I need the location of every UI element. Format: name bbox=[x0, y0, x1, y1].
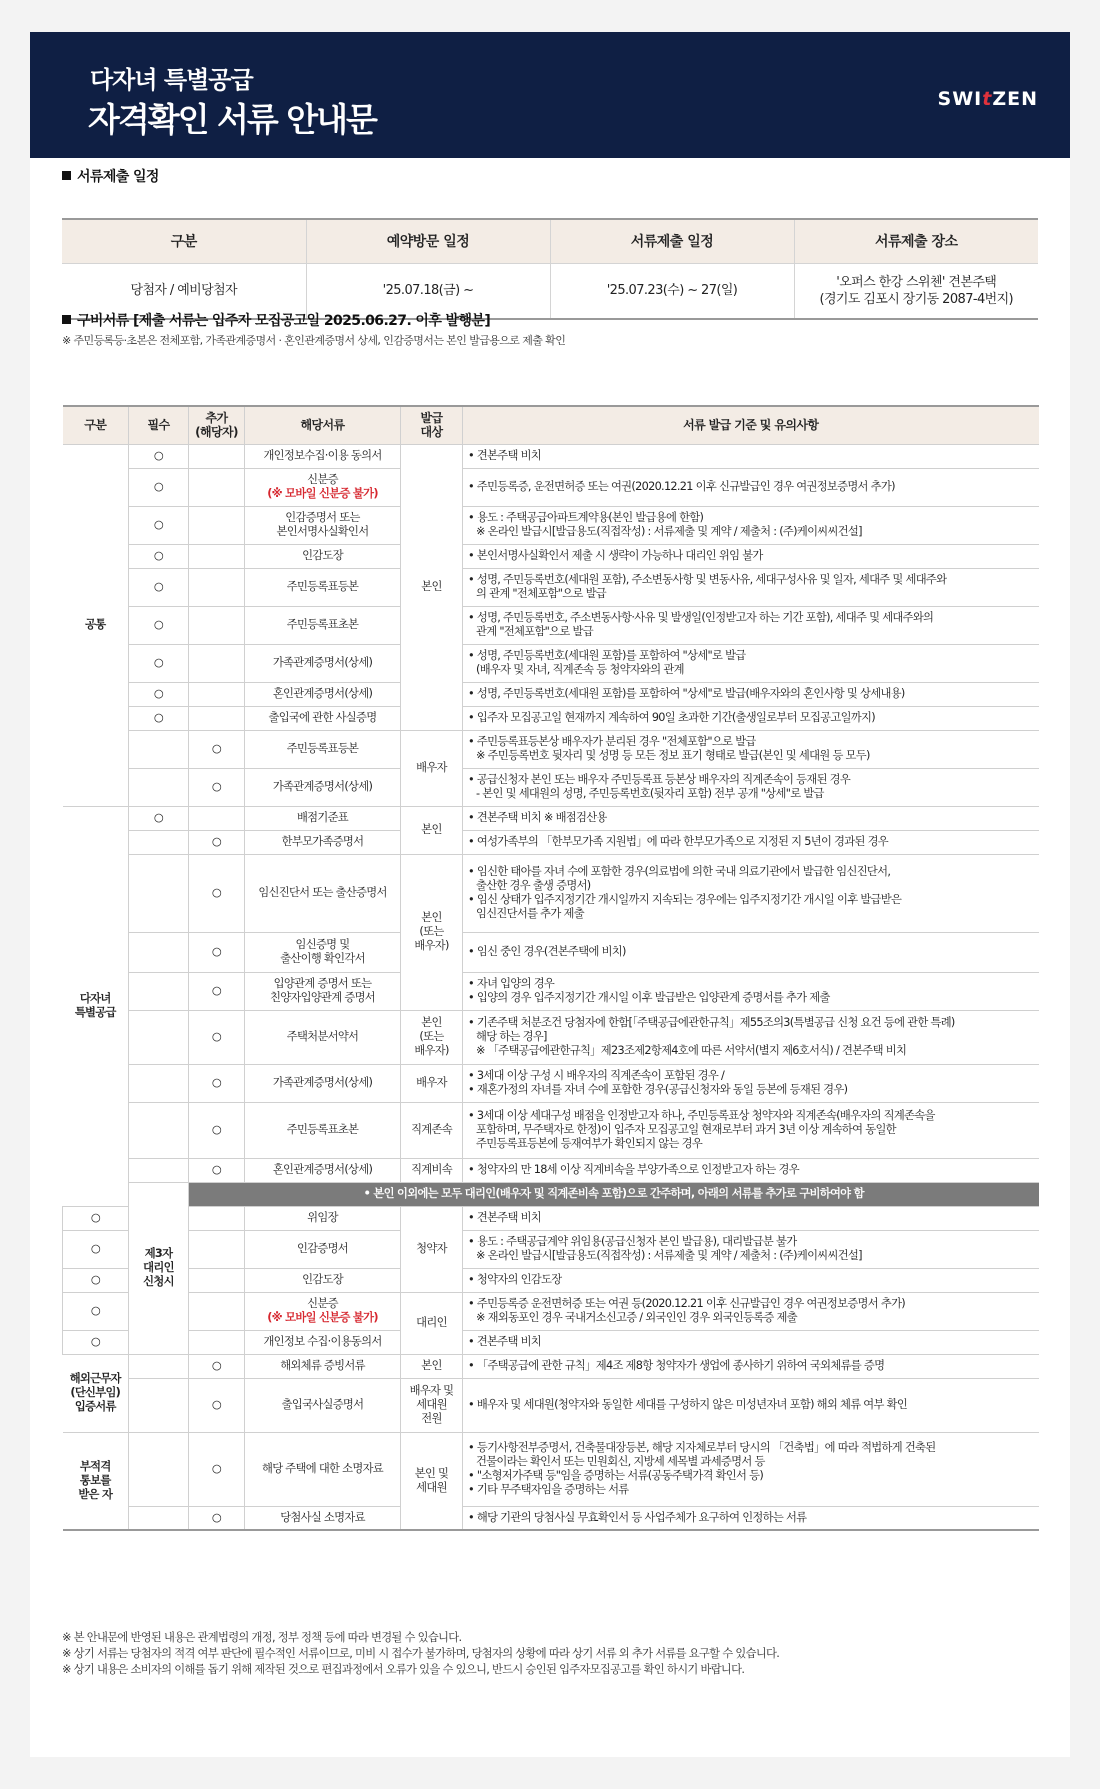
doc-name: 가족관계증명서(상세) bbox=[245, 1064, 401, 1102]
docs-heading: 구비서류 [제출 서류는 입주자 모집공고일 2025.06.27. 이후 발행분] bbox=[62, 310, 490, 330]
table-row bbox=[63, 972, 1039, 1010]
extra-mark: ○ bbox=[189, 830, 245, 854]
table-row bbox=[63, 1230, 1039, 1268]
doc-name: 주민등록표초본 bbox=[245, 1102, 401, 1158]
table-row bbox=[63, 1330, 1039, 1354]
table-row bbox=[63, 730, 1039, 768]
switzen-logo: SWItZEN bbox=[937, 88, 1038, 110]
table-row bbox=[63, 1158, 1039, 1182]
table-row bbox=[63, 1268, 1039, 1292]
guide-text: • 3세대 이상 구성 시 배우자의 직계존속이 포함된 경우 / • 재혼가정의 자녀를 자녀 수에 포함한 경우(공급신청자와 동일 등본에 등재된 경우) bbox=[463, 1064, 1039, 1102]
header-subtitle: 다자녀 특별공급 bbox=[90, 66, 253, 94]
target-self: 본인 bbox=[401, 806, 463, 854]
target-self: 본인 bbox=[401, 444, 463, 730]
table-row bbox=[63, 1064, 1039, 1102]
doc-name: 가족관계증명서(상세) bbox=[245, 644, 401, 682]
doc-name: 주택처분서약서 bbox=[245, 1010, 401, 1064]
doc-name: 개인정보 수집·이용동의서 bbox=[245, 1330, 401, 1354]
required-mark: ○ bbox=[129, 544, 189, 568]
target-applicant: 청약자 bbox=[401, 1206, 463, 1292]
footnote: ※ 본 안내문에 반영된 내용은 관계법령의 개정, 정부 정책 등에 따라 변경될 수 있습니다. bbox=[62, 1631, 462, 1644]
doc-name: 신분증 (※ 모바일 신분증 불가) bbox=[245, 1292, 401, 1330]
table-row bbox=[63, 606, 1039, 644]
guide-text: • 본인서명사실확인서 제출 시 생략이 가능하나 대리인 위임 불가 bbox=[463, 544, 1039, 568]
doc-name: 임신진단서 또는 출산증명서 bbox=[245, 854, 401, 932]
target-self: 본인 bbox=[401, 1354, 463, 1378]
required-mark: ○ bbox=[63, 1268, 129, 1292]
footnote: ※ 상기 내용은 소비자의 이해를 돕기 위해 제작된 것으로 편집과정에서 오류가 있을 수 있으니, 반드시 승인된 입주자모집공고를 확인 하시기 바랍니다. bbox=[62, 1663, 745, 1676]
group-proxy: 제3자 대리인 신청시 bbox=[129, 1182, 189, 1354]
schedule-heading: 서류제출 일정 bbox=[62, 166, 159, 186]
docs-note: ※ 주민등록등·초본은 전체포함, 가족관계증명서 · 혼인관계증명서 상세, 인감증명서는 본인 발급용으로 제출 확인 bbox=[62, 334, 566, 347]
required-mark: ○ bbox=[63, 1230, 129, 1268]
table-row bbox=[63, 468, 1039, 506]
table-row bbox=[63, 1432, 1039, 1506]
doc-name: 혼인관계증명서(상세) bbox=[245, 1158, 401, 1182]
guide-text: • 입주자 모집공고일 현재까지 계속하여 90일 초과한 기간(출생일로부터 모집공고일까지) bbox=[463, 706, 1039, 730]
doc-name: 배점기준표 bbox=[245, 806, 401, 830]
footnote: ※ 상기 서류는 당첨자의 적격 여부 판단에 필수적인 서류이므로, 미비 시 접수가 불가하며, 당첨자의 상황에 따라 상기 서류 외 추가 서류를 요구할 수 있습니다. bbox=[62, 1647, 780, 1660]
table-row bbox=[63, 806, 1039, 830]
doc-name: 혼인관계증명서(상세) bbox=[245, 682, 401, 706]
guide-text: • 공급신청자 본인 또는 배우자 주민등록표 등본상 배우자의 직계존속이 등재된 경우 - 본인 및 세대원의 성명, 주민등록번호(뒷자리 포함) 전부 공개 "상세"로 발급 bbox=[463, 768, 1039, 806]
doc-name: 해외체류 증빙서류 bbox=[245, 1354, 401, 1378]
doc-name: 인감증명서 또는 본인서명사실확인서 bbox=[245, 506, 401, 544]
col-guide: 서류 발급 기준 및 유의사항 bbox=[463, 406, 1039, 444]
required-mark: ○ bbox=[63, 1330, 129, 1354]
guide-text: • 주민등록증 운전면허증 또는 여권 등(2020.12.21 이후 신규발급인 경우 여권정보증명서 추가) ※ 재외동포인 경우 국내거소신고증 / 외국인인 경우 외국인등록증 제출 bbox=[463, 1292, 1039, 1330]
doc-name: 주민등록표초본 bbox=[245, 606, 401, 644]
guide-text: • 성명, 주민등록번호(세대원 포함)를 포함하여 "상세"로 발급(배우자와의 혼인사항 및 상세내용) bbox=[463, 682, 1039, 706]
col-group: 구분 bbox=[63, 406, 129, 444]
guide-text: • 주민등록표등본상 배우자가 분리된 경우 "전체포함"으로 발급 ※ 주민등록번호 뒷자리 및 성명 등 모든 정보 표기 형태로 발급(본인 및 세대원 등 모두) bbox=[463, 730, 1039, 768]
header-banner bbox=[30, 32, 1070, 158]
cell-type: 당첨자 / 예비당첨자 bbox=[62, 263, 306, 319]
col-extra: 추가 (해당자) bbox=[189, 406, 245, 444]
guide-text: • 「주택공급에 관한 규칙」제4조 제8항 청약자가 생업에 종사하기 위하여 국외체류를 증명 bbox=[463, 1354, 1039, 1378]
required-mark: ○ bbox=[63, 1206, 129, 1230]
target-spouse-household: 배우자 및 세대원 전원 bbox=[401, 1378, 463, 1432]
cell-submit: '25.07.23(수) ~ 27(일) bbox=[550, 263, 794, 319]
target-self-or-spouse: 본인 (또는 배우자) bbox=[401, 854, 463, 1010]
table-row bbox=[63, 1102, 1039, 1158]
target-spouse: 배우자 bbox=[401, 1064, 463, 1102]
extra-mark: ○ bbox=[189, 1506, 245, 1530]
extra-mark: ○ bbox=[189, 768, 245, 806]
required-mark: ○ bbox=[129, 444, 189, 468]
guide-text: • 기존주택 처분조건 당첨자에 한함[「주택공급에관한규칙」제55조의3(특별공급 신청 요건 등에 관한 특례) 해당 하는 경우] ※ 「주택공급에관한규칙」제23조제2항제4호에 따른 서약서(별지 제6호서식) / 견본주택 비치 bbox=[463, 1010, 1039, 1064]
extra-mark: ○ bbox=[189, 1010, 245, 1064]
guide-text: • 용도 : 주택공급계약 위임용(공급신청자 본인 발급용), 대리발급분 불가 ※ 온라인 발급시[발급용도(직접작성) : 서류제출 및 계약 / 제출처 : (주)케이씨씨건설] bbox=[463, 1230, 1039, 1268]
col-required: 필수 bbox=[129, 406, 189, 444]
table-row bbox=[63, 1206, 1039, 1230]
doc-name: 출입국에 관한 사실증명 bbox=[245, 706, 401, 730]
doc-name: 위임장 bbox=[245, 1206, 401, 1230]
guide-text: • 성명, 주민등록번호(세대원 포함)를 포함하여 "상세"로 발급 (배우자 및 자녀, 직계존속 등 청약자와의 관계 bbox=[463, 644, 1039, 682]
table-row bbox=[63, 1354, 1039, 1378]
doc-name: 인감증명서 bbox=[245, 1230, 401, 1268]
guide-text: • 용도 : 주택공급아파트계약용(본인 발급용에 한함) ※ 온라인 발급시[발급용도(직접작성) : 서류제출 및 계약 / 제출처 : (주)케이씨씨건설] bbox=[463, 506, 1039, 544]
table-row bbox=[63, 1506, 1039, 1530]
group-ineligible: 부적격 통보를 받은 자 bbox=[63, 1432, 129, 1530]
col-doc: 해당서류 bbox=[245, 406, 401, 444]
guide-text: • 청약자의 만 18세 이상 직계비속을 부양가족으로 인정받고자 하는 경우 bbox=[463, 1158, 1039, 1182]
guide-text: • 청약자의 인감도장 bbox=[463, 1268, 1039, 1292]
footnotes bbox=[62, 1630, 779, 1678]
doc-name: 인감도장 bbox=[245, 1268, 401, 1292]
proxy-banner: • 본인 이외에는 모두 대리인(배우자 및 직계존비속 포함)으로 간주하며, 아래의 서류를 추가로 구비하여야 함 bbox=[189, 1182, 1039, 1206]
required-mark: ○ bbox=[129, 682, 189, 706]
col-place: 서류제출 장소 bbox=[794, 219, 1038, 263]
table-row bbox=[63, 706, 1039, 730]
schedule-table bbox=[62, 218, 1038, 320]
required-mark: ○ bbox=[129, 568, 189, 606]
table-row bbox=[63, 544, 1039, 568]
col-type: 구분 bbox=[62, 219, 306, 263]
docs-table bbox=[62, 405, 1039, 1531]
guide-text: • 여성가족부의 「한부모가족 지원법」에 따라 한부모가족으로 지정된 지 5년이 경과된 경우 bbox=[463, 830, 1039, 854]
doc-name: 주민등록표등본 bbox=[245, 730, 401, 768]
guide-text: • 임신 중인 경우(견본주택에 비치) bbox=[463, 932, 1039, 972]
guide-text: • 등기사항전부증명서, 건축물대장등본, 해당 지자체로부터 당시의 「건축법」에 따라 적법하게 건축된 건물이라는 확인서 또는 민원회신, 지방세 세목별 과세증명서 등 • "소형저가주택 등"임을 증명하는 서류(공동주택가격 확인서 등) • 기타 무주택자임을 증명하는 서류 bbox=[463, 1432, 1039, 1506]
extra-mark: ○ bbox=[189, 1064, 245, 1102]
table-row bbox=[63, 444, 1039, 468]
doc-name: 개인정보수집·이용 동의서 bbox=[245, 444, 401, 468]
guide-text: • 성명, 주민등록번호, 주소변동사항·사유 및 발생일(인정받고자 하는 기간 포함), 세대주 및 세대주와의 관계 "전체포함"으로 발급 bbox=[463, 606, 1039, 644]
extra-mark: ○ bbox=[189, 854, 245, 932]
guide-text: • 성명, 주민등록번호(세대원 포함), 주소변동사항 및 변동사유, 세대구성사유 및 일자, 세대주 및 세대주와 의 관계 "전체포함"으로 발급 bbox=[463, 568, 1039, 606]
table-row bbox=[63, 1292, 1039, 1330]
doc-name: 해당 주택에 대한 소명자료 bbox=[245, 1432, 401, 1506]
extra-mark: ○ bbox=[189, 1158, 245, 1182]
col-submit: 서류제출 일정 bbox=[550, 219, 794, 263]
target-lineal: 직계존속 bbox=[401, 1102, 463, 1158]
target-spouse: 배우자 bbox=[401, 730, 463, 806]
table-row bbox=[63, 768, 1039, 806]
col-visit: 예약방문 일정 bbox=[306, 219, 550, 263]
target-self-or-spouse: 본인 (또는 배우자) bbox=[401, 1010, 463, 1064]
table-row bbox=[63, 568, 1039, 606]
guide-text: • 해당 기관의 당첨사실 무효확인서 등 사업주체가 요구하여 인정하는 서류 bbox=[463, 1506, 1039, 1530]
extra-mark: ○ bbox=[189, 1354, 245, 1378]
guide-text: • 견본주택 비치 bbox=[463, 1206, 1039, 1230]
required-mark: ○ bbox=[129, 806, 189, 830]
doc-name: 임신증명 및 출산이행 확인각서 bbox=[245, 932, 401, 972]
group-overseas: 해외근무자 (단신부임) 입증서류 bbox=[63, 1354, 129, 1432]
doc-name: 인감도장 bbox=[245, 544, 401, 568]
doc-name: 가족관계증명서(상세) bbox=[245, 768, 401, 806]
guide-text: • 주민등록증, 운전면허증 또는 여권(2020.12.21 이후 신규발급인 경우 여권정보증명서 추가) bbox=[463, 468, 1039, 506]
header-title: 자격확인 서류 안내문 bbox=[88, 100, 376, 139]
required-mark: ○ bbox=[129, 506, 189, 544]
doc-name: 한부모가족증명서 bbox=[245, 830, 401, 854]
table-row bbox=[63, 644, 1039, 682]
table-row bbox=[63, 1182, 1039, 1206]
table-row bbox=[63, 682, 1039, 706]
table-row bbox=[63, 854, 1039, 932]
guide-text: • 임신한 태아를 자녀 수에 포함한 경우(의료법에 의한 국내 의료기관에서 발급한 임신진단서, 출산한 경우 출생 증명서) • 임신 상태가 입주지정기간 개시일까지 지속되는 경우에는 입주지정기간 개시일 이후 발급받은 임신진단서를 추가 제출 bbox=[463, 854, 1039, 932]
doc-name: 주민등록표등본 bbox=[245, 568, 401, 606]
guide-text: • 배우자 및 세대원(청약자와 동일한 세대를 구성하지 않은 미성년자녀 포함) 해외 체류 여부 확인 bbox=[463, 1378, 1039, 1432]
extra-mark: ○ bbox=[189, 1432, 245, 1506]
doc-name: 당첨사실 소명자료 bbox=[245, 1506, 401, 1530]
required-mark: ○ bbox=[63, 1292, 129, 1330]
target-self-household: 본인 및 세대원 bbox=[401, 1432, 463, 1530]
table-row bbox=[63, 830, 1039, 854]
doc-name: 출입국사실증명서 bbox=[245, 1378, 401, 1432]
required-mark: ○ bbox=[129, 606, 189, 644]
group-multi-child: 다자녀 특별공급 bbox=[63, 806, 129, 1206]
guide-text: • 견본주택 비치 bbox=[463, 444, 1039, 468]
notice-sheet bbox=[30, 32, 1070, 1757]
group-common: 공통 bbox=[63, 444, 129, 806]
guide-text: • 3세대 이상 세대구성 배점을 인정받고자 하나, 주민등록표상 청약자와 직계존속(배우자의 직계존속을 포함하며, 무주택자로 한정)이 입주자 모집공고일 현재로부터 과거 3년 이상 계속하여 동일한 주민등록표등본에 등재여부가 확인되지 않는 경우 bbox=[463, 1102, 1039, 1158]
table-row bbox=[63, 506, 1039, 544]
extra-mark: ○ bbox=[189, 972, 245, 1010]
col-target: 발급 대상 bbox=[401, 406, 463, 444]
doc-name: 신분증 (※ 모바일 신분증 불가) bbox=[245, 468, 401, 506]
extra-mark: ○ bbox=[189, 730, 245, 768]
guide-text: • 견본주택 비치 ※ 배점검산용 bbox=[463, 806, 1039, 830]
extra-mark: ○ bbox=[189, 1378, 245, 1432]
target-agent: 대리인 bbox=[401, 1292, 463, 1354]
table-row bbox=[63, 1010, 1039, 1064]
extra-mark: ○ bbox=[189, 1102, 245, 1158]
table-row bbox=[63, 1378, 1039, 1432]
doc-name: 입양관계 증명서 또는 친양자입양관계 증명서 bbox=[245, 972, 401, 1010]
required-mark: ○ bbox=[129, 644, 189, 682]
required-mark: ○ bbox=[129, 706, 189, 730]
table-row bbox=[63, 932, 1039, 972]
cell-visit: '25.07.18(금) ~ bbox=[306, 263, 550, 319]
required-mark: ○ bbox=[129, 468, 189, 506]
extra-mark: ○ bbox=[189, 932, 245, 972]
guide-text: • 견본주택 비치 bbox=[463, 1330, 1039, 1354]
cell-place: '오퍼스 한강 스위첸' 견본주택 (경기도 김포시 장기동 2087-4번지) bbox=[794, 263, 1038, 319]
target-lineal-desc: 직계비속 bbox=[401, 1158, 463, 1182]
guide-text: • 자녀 입양의 경우 • 입양의 경우 입주지정기간 개시일 이후 발급받은 입양관계 증명서를 추가 제출 bbox=[463, 972, 1039, 1010]
